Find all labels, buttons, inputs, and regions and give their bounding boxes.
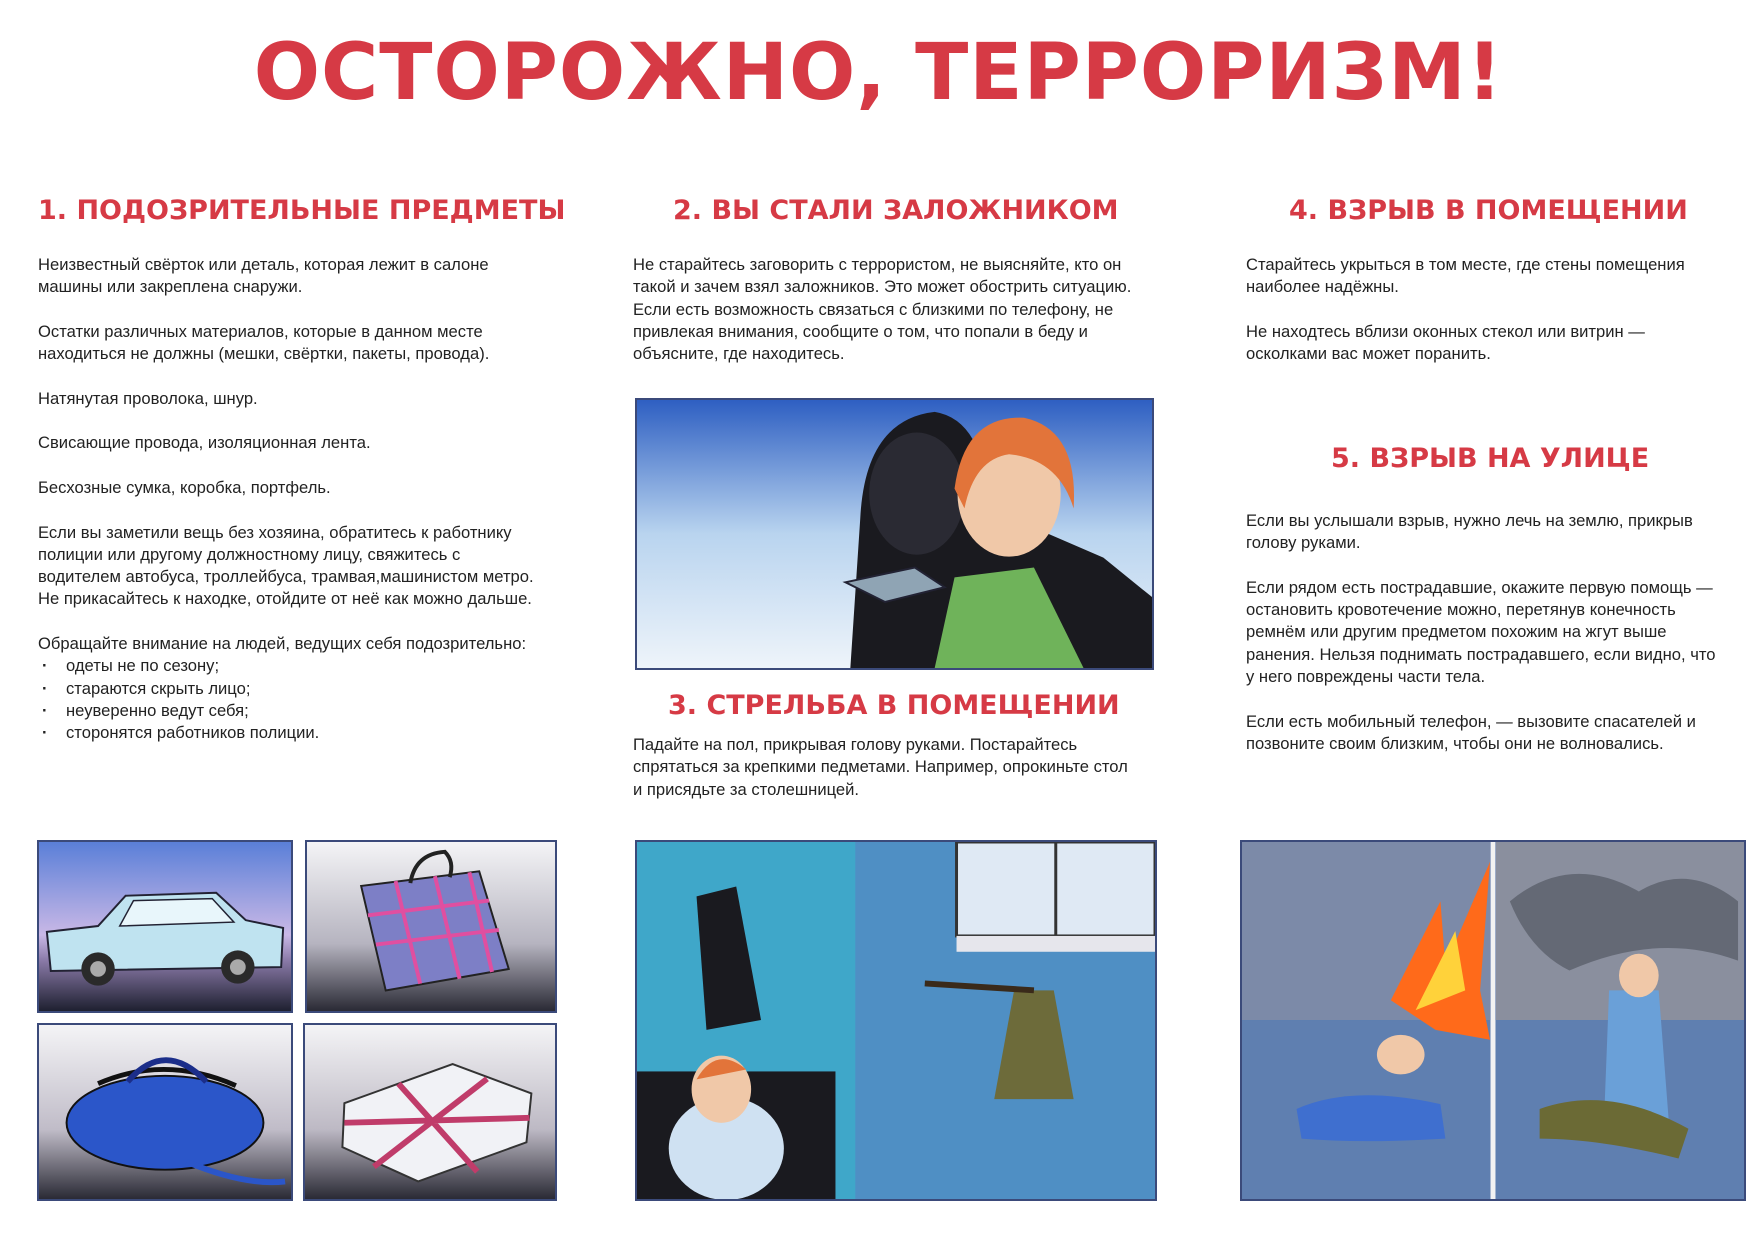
suitcase-illustration [305,840,557,1013]
heading-street-explosion: 5. ВЗРЫВ НА УЛИЦЕ [1331,443,1650,474]
paragraph: Если рядом есть пострадавшие, окажите первую помощь — остановить кровотечение можно, перетянув конечность ремнём или другим предметом похожим на жгут выше ранения. Нельзя поднимать пострадавшего, если видно, что у него повреждены части тела. [1246,577,1716,687]
suspicious-behaviour-list [38,655,543,744]
list-item: · одеты не по сезону; [38,655,543,677]
heading-indoor-explosion: 4. ВЗРЫВ В ПОМЕЩЕНИИ [1289,195,1688,226]
shooting-illustration [635,840,1157,1201]
poster-title: ОСТОРОЖНО, ТЕРРОРИЗМ! [253,28,1504,118]
paragraph: Не старайтесь заговорить с террористом, не выясняйте, кто он такой и зачем взял заложников. Это может обострить ситуацию. [633,255,1132,297]
paragraph: Если есть возможность связаться с близкими по телефону, не привлекая внимания, сообщите о том, что попали в беду и объясните, где находитесь. [633,299,1114,364]
sports-bag-illustration [37,1023,293,1201]
paragraph: Неизвестный свёрток или деталь, которая лежит в салоне машины или закреплена снаружи. [38,255,489,297]
paragraph: Натянутая проволока, шнур. [38,388,258,408]
list-item: · сторонятся работников полиции. [38,722,543,744]
paragraph: Старайтесь укрыться в том месте, где стены помещения наиболее надёжны. [1246,255,1685,297]
list-item: · неуверенно ведут себя; [38,700,543,722]
section-4-text [1246,254,1726,365]
heading-hostage: 2. ВЫ СТАЛИ ЗАЛОЖНИКОМ [673,195,1119,226]
section-1-text [38,254,543,745]
paragraph: Если вы услышали взрыв, нужно лечь на землю, прикрыв голову руками. [1246,511,1693,553]
section-3-text [633,734,1128,801]
paragraph: Если вы заметили вещь без хозяина, обратитесь к работнику полиции или другому должностному лицу, свяжитесь с водителем автобуса, троллейбуса, трамвая,машинистом метро. Не прикасайтесь к находке, отойдите от неё как можно дальше. [38,522,534,609]
paragraph: Не находтесь вблизи оконных стекол или витрин — осколками вас может поранить. [1246,321,1645,364]
paragraph: Падайте на пол, прикрывая голову руками. Постарайтесь спрятаться за крепкими педметами. Например, опрокиньте стол и присядьте за столешницей. [633,735,1128,799]
paragraph: Если есть мобильный телефон, — вызовите спасателей и позвоните своим близким, чтобы они не волновались. [1246,711,1696,753]
paragraph: Свисающие провода, изоляционная лента. [38,433,371,453]
hostage-illustration [635,398,1154,670]
paragraph: Остатки различных материалов, которые в данном месте находиться не должны (мешки, свёртки, пакеты, провода). [38,321,490,364]
heading-shooting-indoors: 3. СТРЕЛЬБА В ПОМЕЩЕНИИ [668,690,1120,721]
car-illustration [37,840,293,1013]
explosion-illustration [1240,840,1746,1201]
section-5-text [1246,510,1728,755]
list-item: · стараются скрыть лицо; [38,678,543,700]
paragraph: Обращайте внимание на людей, ведущих себя подозрительно: [38,634,527,654]
paragraph: Бесхозные сумка, коробка, портфель. [38,477,331,497]
heading-suspicious-items: 1. ПОДОЗРИТЕЛЬНЫЕ ПРЕДМЕТЫ [38,195,566,226]
package-illustration [303,1023,557,1201]
section-2-text [633,254,1145,365]
